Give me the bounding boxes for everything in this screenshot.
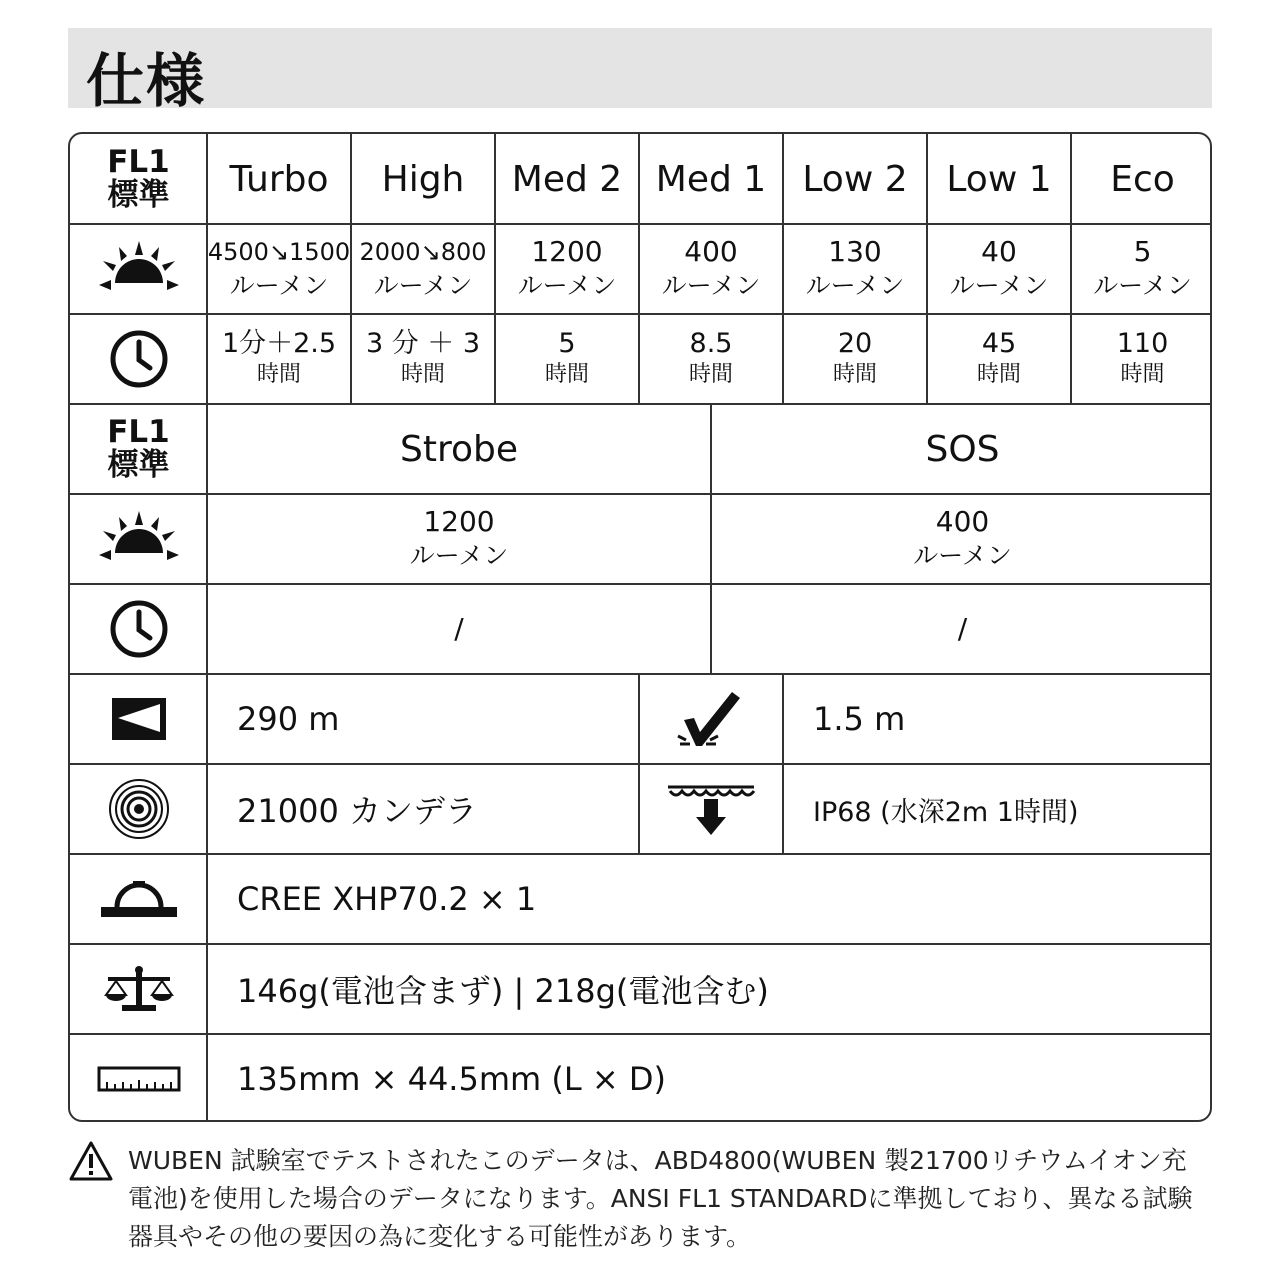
mode-header: Eco [1110, 158, 1175, 200]
lumens-cell: 130 ルーメン [805, 235, 905, 300]
mode-header: Low 1 [946, 158, 1052, 200]
runtime-cell: 1分＋2.5 時間 [221, 328, 337, 387]
mode-header: Low 2 [802, 158, 908, 200]
strobe-runtime: / [454, 612, 464, 645]
ruler-icon [70, 1034, 207, 1122]
clock-icon [70, 314, 207, 404]
runtime-cell: 20 時間 [832, 328, 877, 387]
lumens-cell: 5 ルーメン [1093, 235, 1192, 300]
mode-header-sos: SOS [925, 428, 1000, 470]
fl1-standard-label: FL1 標準 [107, 144, 170, 213]
runtime-cell: 8.5 時間 [688, 328, 733, 387]
spec-table [68, 132, 1212, 1122]
runtime-cell: 3 分 ＋ 3 時間 [365, 328, 481, 387]
lumens-cell: 4500↘1500 ルーメン [207, 238, 351, 300]
mode-header: High [381, 158, 465, 200]
impact-resistance-icon [639, 674, 783, 764]
runtime-cell: 110 時間 [1116, 328, 1169, 387]
beam-distance-icon [70, 674, 207, 764]
sos-lumens: 400 ルーメン [913, 505, 1012, 570]
beam-distance-value: 290 m [237, 700, 340, 738]
weight-scale-icon [70, 944, 207, 1034]
waterproof-icon [639, 764, 783, 854]
strobe-lumens: 1200 ルーメン [409, 505, 509, 570]
mode-header: Turbo [229, 158, 329, 200]
page-title: 仕様 [86, 47, 207, 115]
brightness-icon [70, 224, 207, 314]
mode-header-strobe: Strobe [399, 428, 518, 470]
lumens-cell: 1200 ルーメン [517, 235, 617, 300]
lumens-cell: 400 ルーメン [661, 235, 761, 300]
led-value: CREE XHP70.2 × 1 [237, 880, 537, 918]
sos-runtime: / [957, 612, 968, 645]
title-bar [68, 28, 1212, 115]
dimensions-value: 135mm × 44.5mm (L × D) [237, 1060, 666, 1098]
lumens-cell: 2000↘800 ルーメン [359, 238, 487, 300]
runtime-cell: 45 時間 [976, 328, 1021, 387]
clock-icon [70, 584, 207, 674]
runtime-cell: 5 時間 [544, 328, 589, 387]
waterproof-value: IP68 (水深2m 1時間) [813, 796, 1079, 828]
led-icon [70, 854, 207, 944]
mode-header: Med 2 [511, 158, 623, 200]
target-intensity-icon [70, 764, 207, 854]
brightness-icon [70, 494, 207, 584]
mode-header: Med 1 [655, 158, 767, 200]
lumens-cell: 40 ルーメン [949, 235, 1049, 300]
impact-resistance-value: 1.5 m [813, 700, 906, 738]
intensity-value: 21000 カンデラ [237, 792, 477, 830]
fl1-standard-label: FL1 標準 [107, 414, 170, 483]
weight-value: 146g(電池含まず) | 218g(電池含む) [237, 972, 769, 1010]
warning-icon [68, 1140, 114, 1186]
test-note: WUBEN 試験室でテストされたこのデータは、ABD4800(WUBEN 製21700リチウムイオン充電池)を使用した場合のデータになります。ANSI FL1 STANDARDに準拠しており、異なる試験器具やその他の要因の為に変化する可能性があります。 [128, 1146, 1193, 1251]
